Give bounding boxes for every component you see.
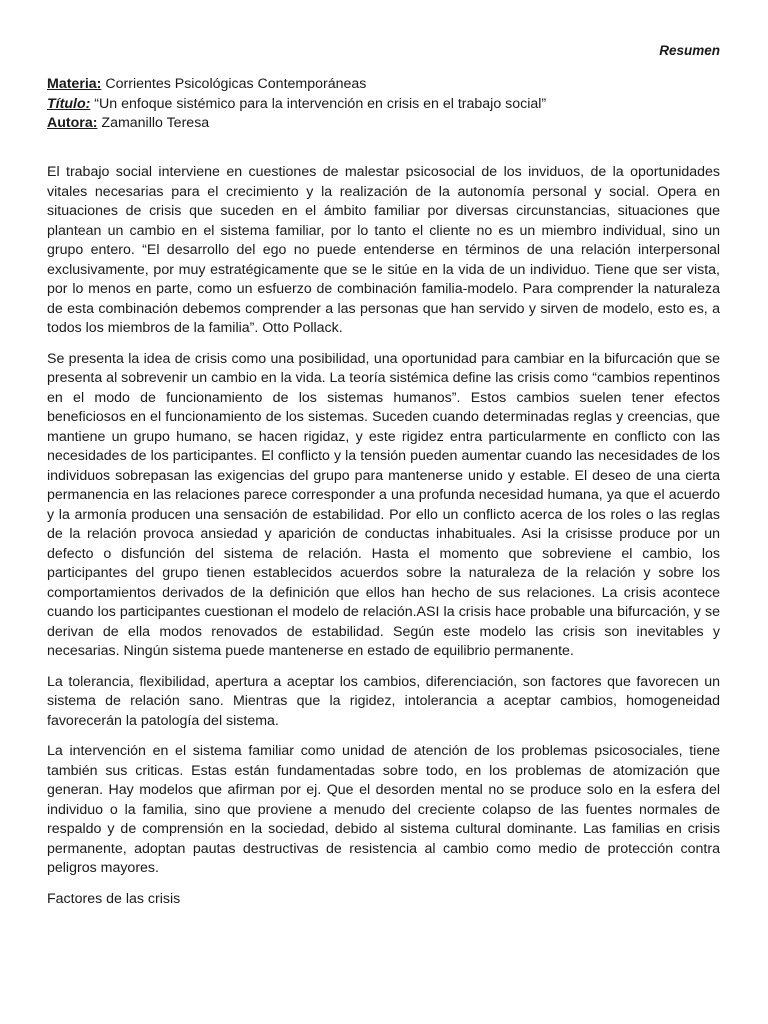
paragraph-criticism: La intervención en el sistema familiar como unidad de atención de los problemas psicosociales, tiene también sus criticas. Estas están fundamentadas sobre todo, en los problemas de atomización que generan. Hay modelos que afirman por ej. Que el desorden mental no se produce solo en la esfera del individuo o la familia, sino que proviene a menudo del creciente colapso de las fuentes normales de respaldo y de comprensión en la sociedad, debido al sistema cultural dominante. Las familias en crisis permanente, adoptan pautas destructivas de resistencia al cambio como medio de protección contra peligros mayores. bbox=[47, 743, 720, 876]
materia-line bbox=[47, 75, 720, 95]
document-page bbox=[47, 0, 720, 1024]
autora-line bbox=[47, 114, 720, 134]
materia-label: Materia: bbox=[47, 76, 102, 92]
materia-value: Corrientes Psicológicas Contemporáneas bbox=[105, 76, 367, 92]
document-body bbox=[47, 163, 720, 909]
paragraph-crisis-theory: Se presenta la idea de crisis como una posibilidad, una oportunidad para cambiar en la bifurcación que se presenta al sobrevenir un cambio en la vida. La teoría sistémica define las crisis como “cambios repentinos en el modo de funcionamiento de los sistemas humanos”. Estos cambios suelen tener efectos beneficiosos en el funcionamiento de los sistemas. Suceden cuando determinadas reglas y creencias, que mantiene un grupo humano, se hacen rigidaz, y este rigidez entra particularmente en conflicto con las necesidades de los participantes. El conflicto y la tensión pueden aumentar cuando las necesidades de los individuos sobrepasan las exigencias del grupo para mantenerse unido y estable. El deseo de una cierta permanencia en las relaciones parece corresponder a una profunda necesidad humana, ya que el acuerdo y la armonía producen una sensación de estabilidad. Por ello un conflicto acerca de los roles o las reglas de la relación provoca ansiedad y aparición de conductas inhabituales. Asi la crisisse produce por un defecto o disfunción del sistema de relación. Hasta el momento que sobreviene el cambio, los participantes del grupo tienen establecidos acuerdos sobre la naturaleza de la relación y sobre los comportamientos derivados de la definición que ellos han hecho de sus relaciones. La crisis acontece cuando los participantes cuestionan el modelo de relación.ASI la crisis hace probable una bifurcación, y se derivan de ella modos renovados de estabilidad. Según este modelo las crisis son inevitables y necesarias. Ningún sistema puede mantenerse en estado de equilibrio permanente. bbox=[47, 350, 720, 659]
document-header-label: Resumen bbox=[659, 43, 720, 58]
titulo-label: Título: bbox=[47, 95, 91, 112]
section-heading: Factores de las crisis bbox=[47, 890, 181, 907]
paragraph-intro: El trabajo social interviene en cuestiones de malestar psicosocial de los inviduos, de la oportunidades vitales necesarias para el crecimiento y la realización de la autonomía personal y social. Opera en situaciones de crisis que suceden en el ámbito familiar por diversas circunstancias, situaciones que plantean un cambio en el sistema familiar, por lo tanto el cliente no es un miembro individual, sino un grupo entero. “El desarrollo del ego no puede entenderse en términos de una relación interpersonal exclusivamente, por muy estratégicamente que se le sitúe en la vida de un individuo. Tiene que ser vista, por lo menos en parte, como un esfuerzo de combinación familia-modelo. Para comprender la naturaleza de esta combinación debemos comprender a las personas que han servido y sirven de modelo, esto es, a todos los miembros de la familia”. Otto Pollack. bbox=[47, 164, 720, 336]
paragraph-healthy-system: La tolerancia, flexibilidad, apertura a aceptar los cambios, diferenciación, son factores que favorecen un sistema de relación sano. Mientras que la rigidez, intolerancia a aceptar cambios, homogeneidad favorecerán la patología del sistema. bbox=[47, 673, 720, 729]
document-metadata bbox=[47, 75, 720, 134]
titulo-line bbox=[47, 95, 720, 115]
titulo-value: “Un enfoque sistémico para la intervención en crisis en el trabajo social” bbox=[94, 95, 547, 112]
autora-label: Autora: bbox=[47, 115, 98, 131]
autora-value: Zamanillo Teresa bbox=[101, 115, 210, 131]
